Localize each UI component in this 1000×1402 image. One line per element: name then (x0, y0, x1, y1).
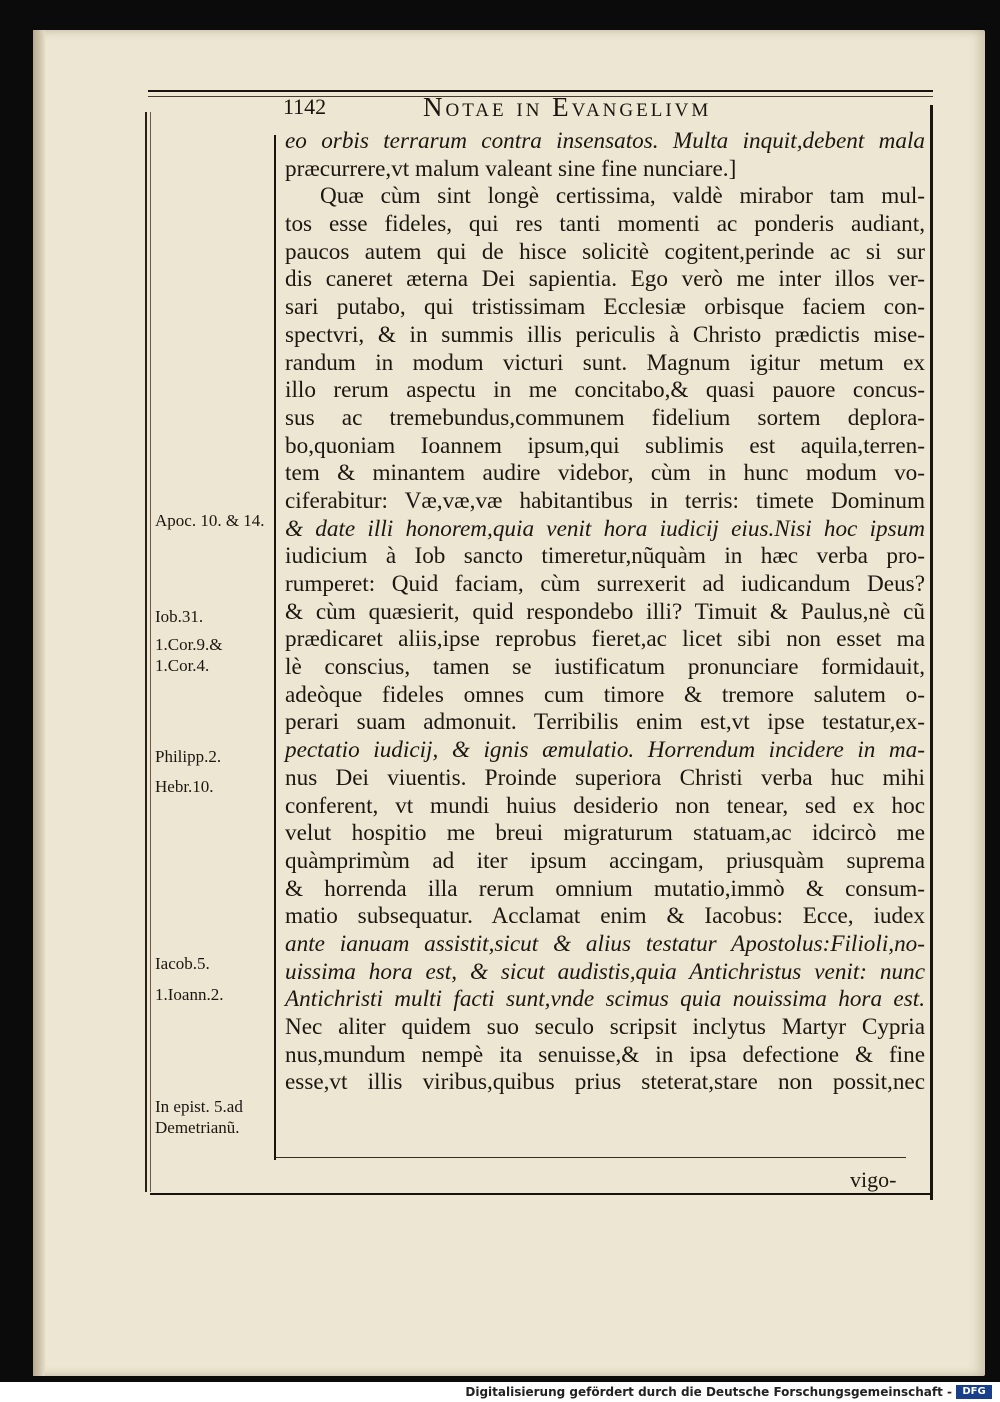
page-number: 1142 (283, 94, 327, 119)
text-line: & horrenda illa rerum omnium mutatio,immò & consum- (285, 875, 925, 902)
margin-note-job: Iob.31. (155, 607, 204, 626)
text-line: matio subsequatur. Acclamat enim & Iacobus: Ecce, iudex (285, 903, 925, 930)
bottom-rule (150, 1193, 930, 1195)
column-divider-rule (274, 135, 276, 1160)
text-line: pectatio iudicij, & ignis æmulatio. Horrendum incidere in ma- (285, 737, 925, 764)
dfg-logo: DFG (956, 1385, 992, 1399)
funding-credit: Digitalisierung gefördert durch die Deutsche Forschungsgemeinschaft - (465, 1385, 952, 1399)
text-line: & cùm quæsierit, quid respondebo illi? Timuit & Paulus,nè cũ (285, 598, 925, 625)
text-line: nus Dei viuentis. Proinde superiora Christi verba huc mihi (285, 764, 925, 791)
text-line: Antichristi multi facti sunt,vnde scimus quia nouissima hora est. (285, 986, 925, 1013)
page-spine-shadow (33, 30, 45, 1376)
margin-note-hebrews: Hebr.10. (155, 777, 214, 796)
text-line: dis caneret æterna Dei sapientia. Ego verò me inter illos ver- (285, 266, 925, 293)
text-line: rumperet: Quid faciam, cùm surrexerit ad iudicandum Deus? (285, 571, 925, 597)
text-line: iudicium à Iob sancto timeretur,nũquàm in hæc verba pro- (285, 543, 925, 570)
page-header (283, 92, 923, 126)
catchword: vigo- (850, 1167, 897, 1192)
right-frame-rule (930, 105, 933, 1200)
margin-note-cyprian: In epist. 5.ad Demetrianũ. (155, 1097, 243, 1137)
text-line: tos esse fideles, qui res tanti momenti ac ponderis audiant, (285, 211, 925, 238)
text-line: spectvri, & in summis illis periculis à Christo prædictis mise- (285, 321, 925, 348)
text-line: ante ianuam assistit,sicut & alius testatur Apostolus:Filioli,no- (285, 930, 925, 957)
text-line: Nec aliter quidem suo seculo scripsit inclytus Martyr Cypria (285, 1014, 925, 1040)
text-line: randum in modum victuri sunt. Magnum igitur metum ex (285, 349, 925, 376)
text-line: Quæ cùm sint longè certissima, valdè mirabor tam mul- (320, 183, 925, 210)
text-line: perari suam admonuit. Terribilis enim est,vt ipse testatur,ex- (285, 709, 925, 736)
margin-note-corinthians-4: 1.Cor.4. (155, 656, 210, 675)
text-line: conferent, vt mundi huius desiderio non tenear, sed ex hoc (285, 792, 925, 819)
text-line: nus,mundum nempè ita senuisse,& in ipsa defectione & fine (285, 1041, 925, 1068)
text-line: præcurrere,vt malum valeant sine fine nunciare.] (285, 155, 737, 182)
text-line: sus ac tremebundus,communem fidelium sortem deplora- (285, 404, 925, 431)
margin-note-corinthians-9: 1.Cor.9.& (155, 635, 223, 654)
text-line: illo rerum aspectu in me concitabo,& quasi pauore concus- (285, 377, 925, 404)
text-line: tem & minantem audire videbor, cùm in hunc modum vo- (285, 460, 925, 487)
text-line: bo,quoniam Ioannem ipsum,qui sublimis est aquila,terren- (285, 432, 925, 459)
margin-note-philippians: Philipp.2. (155, 747, 222, 766)
left-frame-rule-secondary (150, 112, 151, 1192)
text-line: velut hospitio me breui migraturum statuam,ac idcircò me (285, 820, 925, 847)
text-line: lè conscius, tamen se iustificatum pronunciare formidauit, (285, 654, 925, 681)
text-line: esse,vt illis viribus,quibus prius steterat,stare non possit,nec (285, 1069, 925, 1096)
text-line: ciferabitur: Væ,væ,væ habitantibus in terris: timete Dominum (285, 487, 925, 514)
text-bottom-rule (276, 1157, 906, 1158)
text-line: uissima hora est, & sicut audistis,quia Antichristus venit: nunc (285, 958, 925, 985)
text-line: & date illi honorem,quia venit hora iudicij eius.Nisi hoc ipsum (285, 515, 925, 542)
text-line: adeòque fideles omnes cum timore & tremore salutem o- (285, 681, 925, 708)
left-frame-rule (145, 112, 147, 1192)
text-line: prædicaret aliis,ipse reprobus fieret,ac licet sibi non esset ma (285, 626, 925, 653)
text-line: eo orbis terrarum contra insensatos. Multa inquit,debent mala (285, 128, 925, 154)
text-line: sari putabo, qui tristissimam Ecclesiæ orbisque faciem con- (285, 294, 925, 321)
margin-note-apocalypse: Apoc. 10. & 14. (155, 511, 265, 530)
main-text-block (285, 128, 925, 1097)
margin-note-john: 1.Ioann.2. (155, 985, 224, 1004)
text-line: paucos autem qui de hisce solicitè cogitent,perinde ac si sur (285, 238, 925, 265)
running-title: Notae in Evangelivm (423, 92, 712, 122)
margin-note-james: Iacob.5. (155, 954, 210, 973)
text-line: quàmprimùm ad iter ipsum accingam, priusquàm suprema (285, 847, 925, 874)
digitization-footer (0, 1382, 1000, 1402)
